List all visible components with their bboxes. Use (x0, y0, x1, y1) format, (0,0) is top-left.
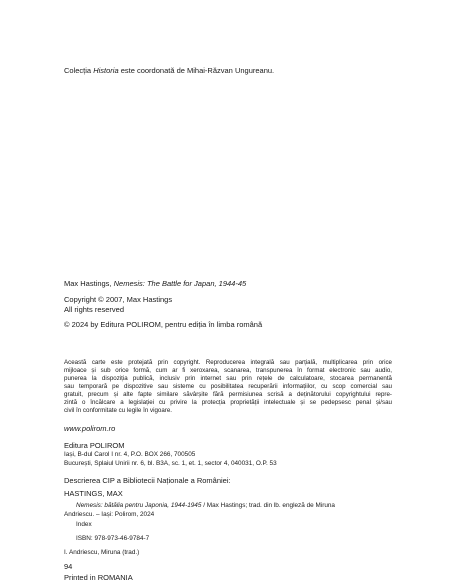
copyright-notice (64, 359, 392, 415)
notice-line: mijloace și sub orice formă, cum ar fi xeroxarea, scanarea, transpunerea în format electronic sau audio, (64, 367, 392, 374)
notice-line: civil în conformitate cu legile în vigoare. (64, 407, 172, 414)
coordinator-text-after: este coordonată de Mihai-Răzvan Ungureanu. (118, 66, 275, 75)
publisher-address-bucuresti: București, Splaiul Unirii nr. 6, bl. B3A, sc. 1, et. 1, sector 4, 040031, O.P. 53 (64, 460, 277, 467)
cip-continuation: Andriescu. – Iași: Polirom, 2024 (64, 511, 155, 518)
rights-reserved: All rights reserved (64, 305, 125, 314)
series-coordinator-line (64, 67, 274, 75)
cip-translator: I. Andriescu, Miruna (trad.) (64, 549, 140, 556)
original-title-line (64, 280, 246, 288)
coordinator-text-before: Colecția (64, 66, 94, 75)
website-link[interactable] (64, 425, 115, 433)
notice-line: Această carte este protejată prin copyright. Reproducerea integrală sau parțială, multiplicarea prin orice (64, 359, 392, 366)
series-name: Historia (93, 66, 119, 75)
notice-line: sau temporară pe dispozitive sau sisteme cu posibilitatea recuperării informațiilor, cu scop comercial sau (64, 383, 392, 390)
original-author: Max Hastings, (64, 279, 114, 288)
cip-author: HASTINGS, MAX (64, 489, 123, 498)
cip-title-rest: / Max Hastings; trad. din lb. engleză de Miruna (201, 502, 335, 509)
website-text: www.polirom.ro (64, 424, 116, 433)
cip-heading: Descrierea CIP a Bibliotecii Naționale a României: (64, 476, 231, 485)
publisher-address-iasi: Iași, B-dul Carol I nr. 4, P.O. BOX 266, 700505 (64, 451, 196, 458)
cip-index: Index (76, 521, 92, 528)
copyright-edition: © 2024 by Editura POLIROM, pentru ediția în limba română (64, 320, 263, 329)
original-title: Nemesis: The Battle for Japan, 1944-45 (113, 279, 247, 288)
notice-line: punerea la dispoziția publică, inclusiv prin internet sau prin rețele de calculatoare, stocarea permanentă (64, 375, 392, 382)
notice-line: zintă o încălcare a legislației cu privire la protecția proprietății intelectuale și se pedepsesc penal și/sau (64, 399, 392, 406)
cip-title: Nemesis: bătălia pentru Japonia, 1944-1945 (76, 502, 202, 509)
printed-in: Printed in ROMANIA (64, 573, 133, 582)
notice-line: gratuit, precum și alte fapte similare săvârșite fără permisiunea scrisă a deținătorului copyrightului repre- (64, 391, 392, 398)
publisher-name: Editura POLIROM (64, 441, 125, 450)
copyright-original: Copyright © 2007, Max Hastings (64, 295, 173, 304)
cip-isbn: ISBN: 978-973-46-9784-7 (76, 535, 150, 542)
cip-title-line (76, 503, 335, 509)
cip-udc: 94 (64, 562, 73, 571)
